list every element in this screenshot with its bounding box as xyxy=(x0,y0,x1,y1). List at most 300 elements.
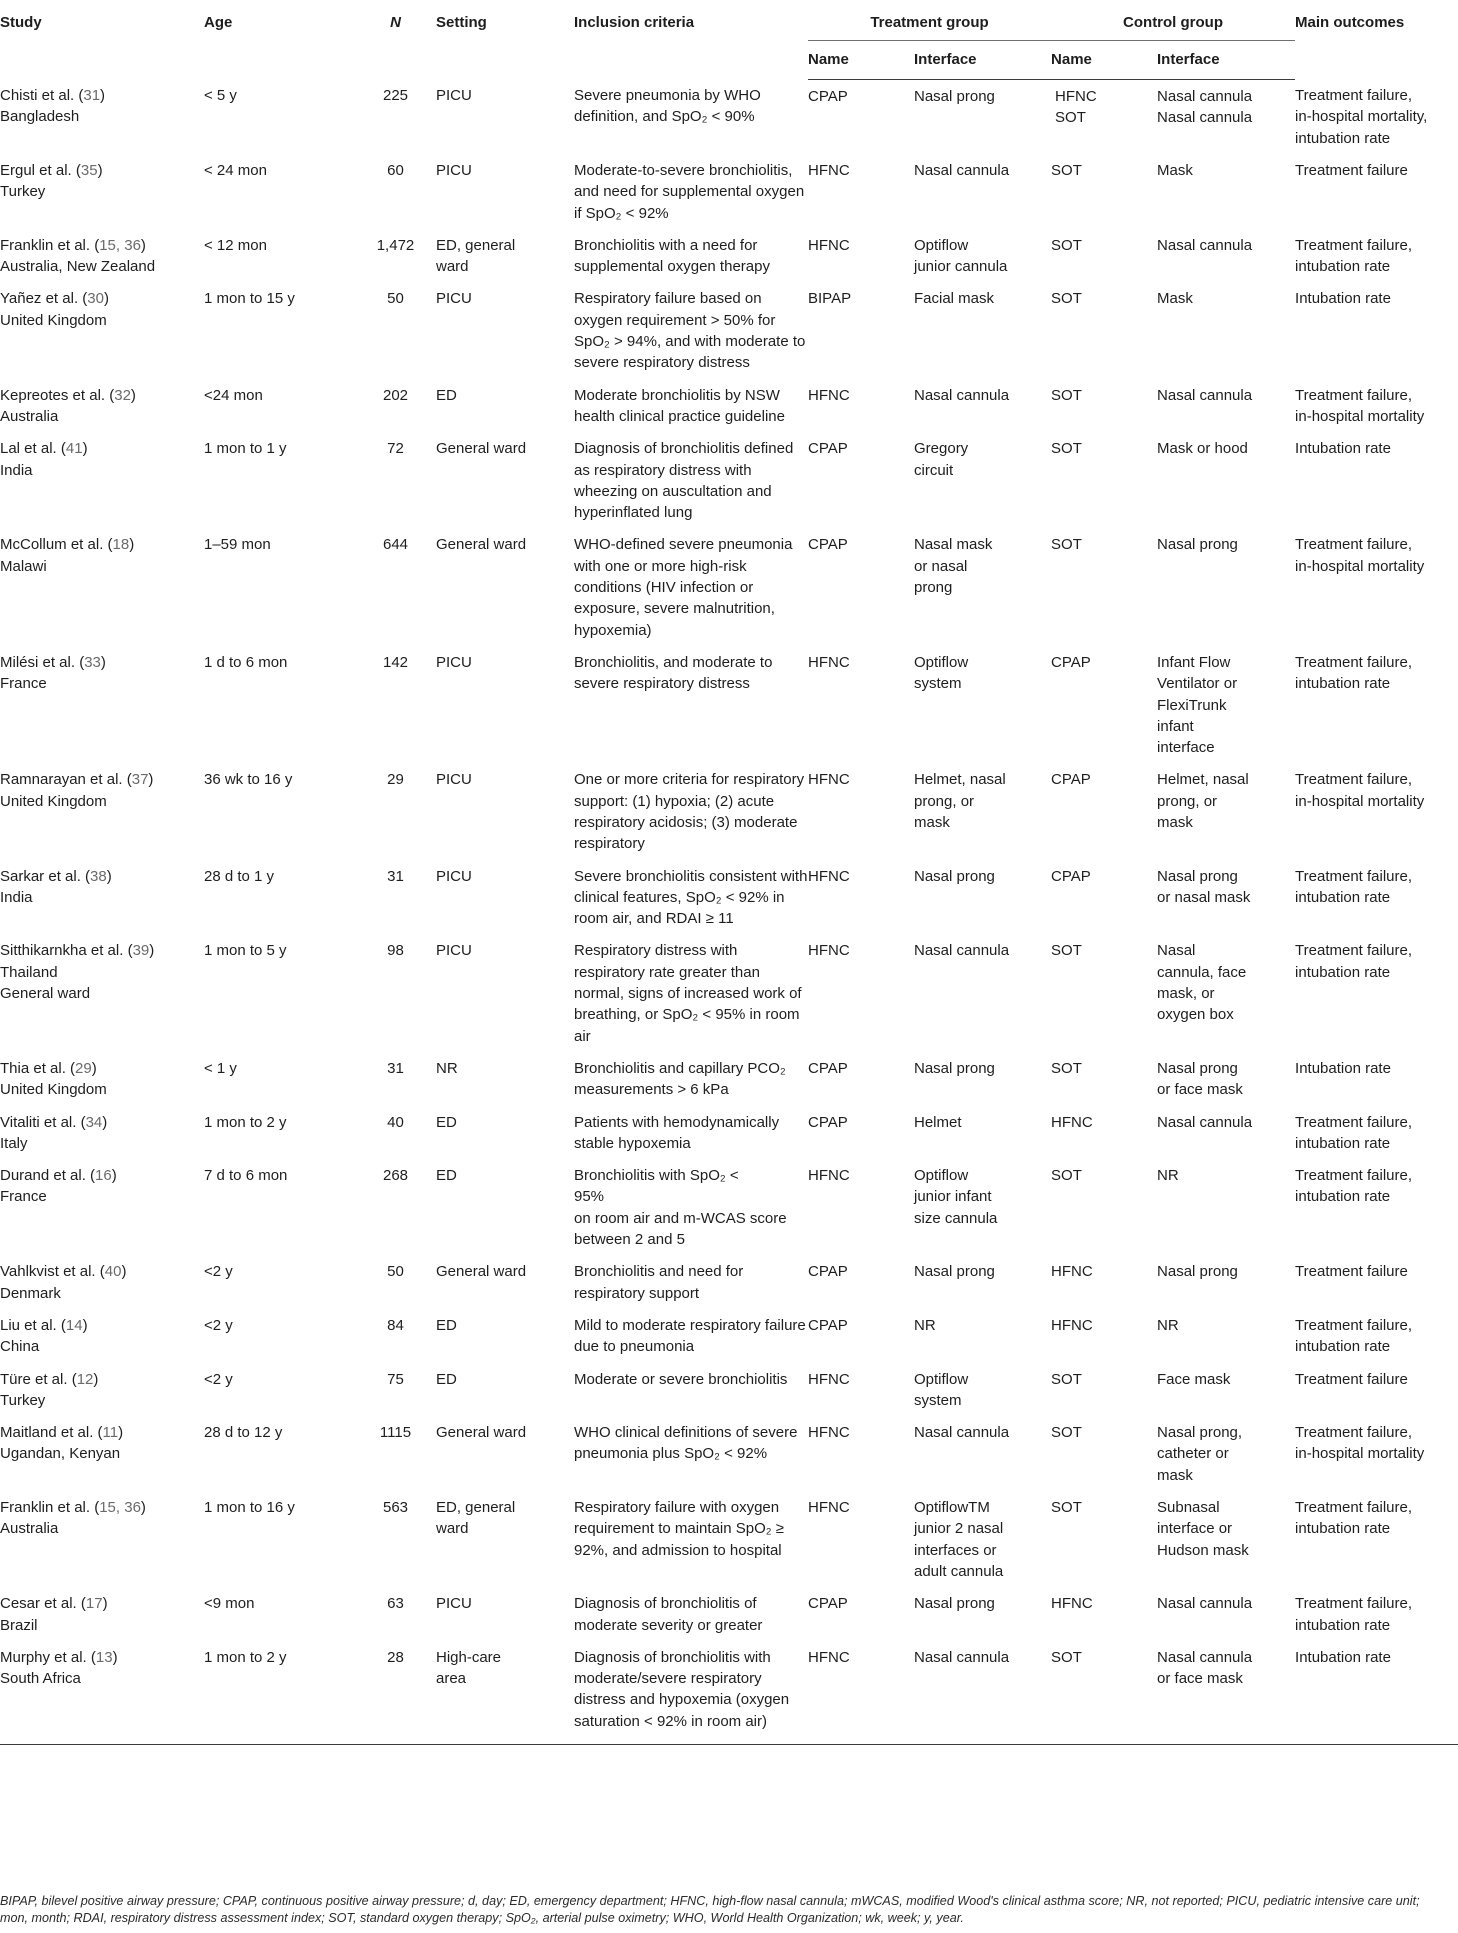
cell-control-interface: Nasal cannula xyxy=(1157,236,1253,254)
cell-main-outcomes: Treatment failure, in-hospital mortality xyxy=(1295,1424,1425,1463)
study-reference: 18 xyxy=(112,536,130,554)
cell-setting: General ward xyxy=(436,440,527,458)
table-row xyxy=(0,79,1458,154)
cell-inclusion-criteria: Moderate bronchiolitis by NSW health clinical practice guideline xyxy=(574,386,785,425)
cell-setting: High-care area xyxy=(436,1641,574,1745)
table-row xyxy=(0,1641,1458,1745)
cell-age: < 12 mon xyxy=(204,236,267,254)
table-footnote: BIPAP, bilevel positive airway pressure; CPAP, continuous positive airway pressure; d, day; ED, emergency department; HFNC, high-flow nasal cannula; mWCAS, modified Wood's clinical asthma score; NR, not reported; PICU, pediatric intensive care unit; mon, month; RDAI, respiratory distress assessment index; SOT, standard oxygen therapy; SpO₂, arterial pulse oximetry; WHO, World Health Organization; wk, week; y, year. xyxy=(0,1894,1420,1925)
cell-age: 1–59 mon xyxy=(204,536,271,554)
cell-n: 31 xyxy=(387,1059,404,1077)
cell-study xyxy=(0,79,204,154)
cell-control-name: HFNC xyxy=(1051,1595,1093,1613)
study-reference: 39 xyxy=(132,942,150,960)
cell-control-name: SOT xyxy=(1051,1499,1082,1517)
cell-age: 1 mon to 2 y xyxy=(204,1641,355,1745)
cell-setting: ED xyxy=(436,1316,457,1334)
cell-control-name: SOT xyxy=(1051,161,1082,179)
cell-control-interface: NR xyxy=(1157,1167,1179,1185)
study-author: Milési et al. ( xyxy=(0,653,85,671)
col-header-control-name: Name xyxy=(1051,41,1157,79)
study-author: Durand et al. ( xyxy=(0,1167,96,1185)
study-author-close: ) xyxy=(82,1316,88,1334)
cell-treatment-interface: Nasal prong xyxy=(914,1595,995,1613)
cell-study xyxy=(0,1363,204,1417)
cell-setting: PICU xyxy=(436,867,472,885)
cell-control-name: HFNC SOT xyxy=(1055,87,1097,126)
table-row xyxy=(0,1106,1458,1160)
cell-control-interface: Nasal prong or nasal mask xyxy=(1157,867,1251,906)
study-country: Australia, New Zealand xyxy=(0,258,156,276)
table-row xyxy=(0,379,1458,433)
col-header-treatment-name: Name xyxy=(808,41,914,79)
study-author: Chisti et al. ( xyxy=(0,87,84,105)
study-reference: 14 xyxy=(65,1316,83,1334)
cell-n: 40 xyxy=(387,1113,404,1131)
study-author-close: ) xyxy=(140,236,146,254)
cell-treatment-name: BIPAP xyxy=(808,290,852,308)
col-header-outcomes: Main outcomes xyxy=(1295,14,1405,31)
cell-control-interface: Nasal prong xyxy=(1157,1263,1238,1281)
cell-treatment-name: CPAP xyxy=(808,1059,848,1077)
cell-control-interface: Nasal cannula Nasal cannula xyxy=(1157,87,1253,126)
cell-main-outcomes: Treatment failure, intubation rate xyxy=(1295,867,1413,906)
study-author-close: ) xyxy=(121,1263,127,1281)
cell-main-outcomes: Treatment failure, intubation rate xyxy=(1295,1595,1413,1634)
cell-n: 98 xyxy=(387,942,404,960)
study-reference: 38 xyxy=(90,867,107,885)
cell-control-interface: Nasal prong, catheter or mask xyxy=(1157,1424,1243,1484)
study-country: France xyxy=(0,675,47,693)
table-row xyxy=(0,1416,1458,1491)
cell-inclusion-criteria: Moderate-to-severe bronchiolitis, and need for supplemental oxygen if SpO₂ < 92% xyxy=(574,161,805,222)
col-header-treatment-group: Treatment group xyxy=(808,4,1051,41)
cell-n: 50 xyxy=(387,1263,404,1281)
study-country: Ugandan, Kenyan xyxy=(0,1445,121,1463)
cell-inclusion-criteria: Patients with hemodynamically stable hypoxemia xyxy=(574,1113,780,1152)
study-reference: 15, 36 xyxy=(99,236,141,254)
cell-study xyxy=(0,1587,204,1641)
cell-n: 75 xyxy=(387,1370,404,1388)
table-row xyxy=(0,646,1458,763)
cell-study xyxy=(0,379,204,433)
col-header-control-interface: Interface xyxy=(1157,41,1295,79)
cell-control-name: SOT xyxy=(1051,290,1082,308)
cell-control-interface: Mask xyxy=(1157,161,1193,179)
cell-inclusion-criteria: WHO clinical definitions of severe pneumonia plus SpO₂ < 92% xyxy=(574,1424,798,1463)
study-reference: 35 xyxy=(80,161,98,179)
cell-age: < 24 mon xyxy=(204,161,267,179)
cell-treatment-name: CPAP xyxy=(808,440,848,458)
cell-treatment-interface: Optiflow junior cannula xyxy=(914,236,1008,276)
study-author: Vahlkvist et al. ( xyxy=(0,1263,105,1281)
cell-age: <2 y xyxy=(204,1263,233,1281)
cell-main-outcomes: Treatment failure, intubation rate xyxy=(1295,653,1413,693)
cell-n: 50 xyxy=(387,290,404,308)
cell-n: 563 xyxy=(382,1499,409,1517)
cell-main-outcomes: Treatment failure, in-hospital mortality xyxy=(1295,771,1425,810)
cell-treatment-interface: Helmet, nasal prong, or mask xyxy=(914,771,1006,831)
table-row xyxy=(0,1309,1458,1363)
col-header-control-group: Control group xyxy=(1051,4,1295,41)
cell-setting: PICU xyxy=(436,87,472,105)
table-header xyxy=(0,4,1458,79)
study-author: Murphy et al. ( xyxy=(0,1648,96,1666)
table-row xyxy=(0,154,1458,229)
study-country: Malawi xyxy=(0,557,47,575)
study-author-close: ) xyxy=(140,1499,146,1517)
study-author-close: ) xyxy=(91,1059,97,1077)
cell-control-name: SOT xyxy=(1051,386,1082,404)
cell-control-name: SOT xyxy=(1051,440,1082,458)
cell-setting: PICU xyxy=(436,771,472,789)
study-author-close: ) xyxy=(82,440,88,458)
cell-n: 84 xyxy=(387,1316,404,1334)
cell-treatment-interface: Nasal cannula xyxy=(914,1424,1010,1442)
cell-control-interface: Helmet, nasal prong, or mask xyxy=(1157,771,1249,831)
cell-age: <9 mon xyxy=(204,1595,255,1613)
cell-control-name: HFNC xyxy=(1051,1316,1093,1334)
study-author: Lal et al. ( xyxy=(0,440,66,458)
cell-setting: ED, general ward xyxy=(436,1499,516,1538)
cell-setting: PICU xyxy=(436,1595,472,1613)
cell-setting: General ward xyxy=(436,536,527,554)
cell-control-name: SOT xyxy=(1051,1167,1082,1185)
study-author-close: ) xyxy=(102,1113,108,1131)
study-country: Turkey xyxy=(0,183,46,201)
cell-treatment-name: HFNC xyxy=(808,1167,850,1185)
cell-main-outcomes: Intubation rate xyxy=(1295,1641,1458,1745)
col-header-age: Age xyxy=(204,14,233,31)
study-author-close: ) xyxy=(103,290,109,308)
cell-inclusion-criteria: Bronchiolitis and capillary PCO₂ measurements > 6 kPa xyxy=(574,1059,786,1099)
study-author-close: ) xyxy=(97,161,103,179)
cell-n: 60 xyxy=(387,161,404,179)
study-country: Bangladesh xyxy=(0,108,80,126)
cell-treatment-interface: Nasal cannula xyxy=(914,161,1010,179)
table-row xyxy=(0,1052,1458,1106)
study-author: Türe et al. ( xyxy=(0,1370,77,1388)
cell-setting: General ward xyxy=(436,1424,527,1442)
study-author: Vitaliti et al. ( xyxy=(0,1113,86,1131)
study-reference: 31 xyxy=(83,87,101,105)
cell-treatment-name: HFNC xyxy=(808,1370,850,1388)
cell-main-outcomes: Treatment failure xyxy=(1295,1263,1408,1281)
cell-treatment-interface: Nasal prong xyxy=(914,1059,995,1077)
study-reference: 33 xyxy=(84,653,101,671)
cell-treatment-interface: Nasal cannula xyxy=(914,386,1010,404)
study-country: United Kingdom xyxy=(0,311,107,329)
cell-control-interface: Subnasal interface or Hudson mask xyxy=(1157,1499,1249,1559)
cell-treatment-interface: Optiflow system xyxy=(914,653,969,693)
col-header-treatment-interface: Interface xyxy=(914,41,1051,79)
cell-setting: ED xyxy=(436,1370,457,1388)
cell-n: 1115 xyxy=(379,1424,412,1442)
cell-treatment-name: CPAP xyxy=(808,1113,848,1131)
cell-inclusion-criteria: Respiratory failure with oxygen requirement to maintain SpO₂ ≥ 92%, and admission to hospital xyxy=(574,1499,784,1559)
cell-main-outcomes: Intubation rate xyxy=(1295,440,1391,458)
col-header-inclusion: Inclusion criteria xyxy=(574,14,695,31)
cell-age: <24 mon xyxy=(204,386,263,404)
cell-inclusion-criteria: Diagnosis of bronchiolitis with moderate/severe respiratory distress and hypoxemia (oxygen saturation < 92% in room air) xyxy=(574,1641,808,1745)
cell-n: 72 xyxy=(387,440,404,458)
cell-main-outcomes: Treatment failure, intubation rate xyxy=(1295,1167,1413,1206)
cell-age: 1 mon to 5 y xyxy=(204,942,287,960)
cell-inclusion-criteria: Respiratory distress with respiratory rate greater than normal, signs of increased work of breathing, or SpO₂ < 95% in room air xyxy=(574,942,802,1045)
cell-age: 36 wk to 16 y xyxy=(204,771,293,789)
table-row xyxy=(0,432,1458,528)
cell-control-name: HFNC xyxy=(1051,1113,1093,1131)
study-country: United Kingdom xyxy=(0,1081,107,1099)
cell-study xyxy=(0,154,204,229)
cell-age: 1 mon to 16 y xyxy=(204,1499,295,1517)
table-row xyxy=(0,1159,1458,1255)
cell-control-interface: Mask xyxy=(1157,290,1193,308)
cell-control-interface: Mask or hood xyxy=(1157,440,1248,458)
cell-n: 31 xyxy=(387,867,404,885)
study-author: Ramnarayan et al. ( xyxy=(0,771,132,789)
cell-treatment-interface: Nasal mask or nasal prong xyxy=(914,536,993,597)
cell-control-interface: Nasal prong xyxy=(1157,536,1238,554)
cell-age: <2 y xyxy=(204,1370,233,1388)
cell-control-name: SOT xyxy=(1051,236,1082,254)
table-row xyxy=(0,282,1458,378)
cell-control-interface: Nasal cannula, face mask, or oxygen box xyxy=(1157,942,1247,1024)
cell-treatment-interface: Gregory circuit xyxy=(914,440,969,479)
cell-control-interface: Nasal cannula xyxy=(1157,1113,1253,1131)
cell-n: 225 xyxy=(382,87,409,105)
cell-treatment-name: HFNC xyxy=(808,161,850,179)
study-author-close: ) xyxy=(111,1167,117,1185)
study-country: Australia xyxy=(0,1520,59,1538)
study-reference: 29 xyxy=(75,1059,92,1077)
cell-setting: ED xyxy=(436,386,457,404)
cell-inclusion-criteria: Bronchiolitis, and moderate to severe respiratory distress xyxy=(574,653,773,693)
cell-inclusion-criteria: Respiratory failure based on oxygen requirement > 50% for SpO₂ > 94%, and with moderate to severe respiratory distress xyxy=(574,290,806,372)
study-author: Liu et al. ( xyxy=(0,1316,66,1334)
study-author-close: ) xyxy=(93,1370,99,1388)
cell-age: < 1 y xyxy=(204,1059,237,1077)
cell-treatment-interface: Optiflow system xyxy=(914,1370,969,1409)
cell-inclusion-criteria: One or more criteria for respiratory support: (1) hypoxia; (2) acute respiratory acidosis; (3) moderate respiratory xyxy=(574,771,805,853)
cell-age: 1 mon to 1 y xyxy=(204,440,287,458)
study-reference: 17 xyxy=(85,1595,103,1613)
cell-study xyxy=(0,646,204,763)
cell-treatment-interface: Facial mask xyxy=(914,290,995,308)
cell-setting: ED, general ward xyxy=(436,236,516,276)
study-country: United Kingdom xyxy=(0,792,107,810)
cell-main-outcomes: Treatment failure xyxy=(1295,161,1408,179)
cell-control-interface: NR xyxy=(1157,1316,1179,1334)
study-characteristics-table xyxy=(0,4,1458,1745)
cell-inclusion-criteria: Diagnosis of bronchiolitis defined as respiratory distress with wheezing on auscultation and hyperinflated lung xyxy=(574,440,794,522)
study-author: Franklin et al. ( xyxy=(0,236,100,254)
cell-treatment-name: HFNC xyxy=(808,942,850,960)
study-author: Franklin et al. ( xyxy=(0,1499,100,1517)
cell-main-outcomes: Treatment failure, intubation rate xyxy=(1295,1316,1413,1356)
study-author: Thia et al. ( xyxy=(0,1059,76,1077)
cell-treatment-name: HFNC xyxy=(808,867,850,885)
study-author: Ergul et al. ( xyxy=(0,161,81,179)
cell-study xyxy=(0,763,204,859)
cell-study xyxy=(0,528,204,645)
study-reference: 41 xyxy=(65,440,83,458)
cell-n: 63 xyxy=(387,1595,404,1613)
study-author-close: ) xyxy=(149,942,155,960)
cell-treatment-interface: Nasal cannula xyxy=(914,1641,1051,1745)
cell-inclusion-criteria: WHO-defined severe pneumonia with one or more high-risk conditions (HIV infection or exposure, severe malnutrition, hypoxemia) xyxy=(574,536,793,639)
study-author: Yañez et al. ( xyxy=(0,290,88,308)
study-reference: 15, 36 xyxy=(99,1499,141,1517)
cell-n: 28 xyxy=(355,1641,436,1745)
cell-inclusion-criteria: Bronchiolitis and need for respiratory support xyxy=(574,1263,744,1302)
cell-main-outcomes: Treatment failure, in-hospital mortality, intubation rate xyxy=(1295,87,1428,147)
study-author-close: ) xyxy=(102,1595,108,1613)
cell-age: 1 d to 6 mon xyxy=(204,653,288,671)
study-reference: 30 xyxy=(87,290,104,308)
cell-treatment-name: HFNC xyxy=(808,1641,914,1745)
cell-study xyxy=(0,1309,204,1363)
cell-treatment-name: HFNC xyxy=(808,386,850,404)
study-author: Kepreotes et al. ( xyxy=(0,386,115,404)
cell-main-outcomes: Treatment failure, in-hospital mortality xyxy=(1295,536,1425,575)
study-reference: 12 xyxy=(76,1370,94,1388)
cell-treatment-name: CPAP xyxy=(808,1263,848,1281)
cell-age: < 5 y xyxy=(204,87,237,105)
cell-inclusion-criteria: Severe bronchiolitis consistent with clinical features, SpO₂ < 92% in room air, and RDAI ≥ 11 xyxy=(574,867,808,928)
cell-treatment-name: HFNC xyxy=(808,236,850,254)
cell-study xyxy=(0,229,204,283)
cell-study xyxy=(0,1416,204,1491)
cell-control-interface: Nasal cannula xyxy=(1157,386,1253,404)
cell-n: 29 xyxy=(387,771,404,789)
cell-main-outcomes: Treatment failure xyxy=(1295,1370,1408,1388)
study-reference: 40 xyxy=(104,1263,122,1281)
study-reference: 13 xyxy=(95,1648,113,1666)
cell-control-name: CPAP xyxy=(1051,867,1091,885)
cell-inclusion-criteria: Bronchiolitis with SpO₂ < 95% on room air and m-WCAS score between 2 and 5 xyxy=(574,1167,787,1249)
cell-setting: PICU xyxy=(436,290,472,308)
cell-setting: ED xyxy=(436,1113,457,1131)
cell-control-name: CPAP xyxy=(1051,771,1091,789)
table-row xyxy=(0,1363,1458,1417)
cell-study xyxy=(0,1106,204,1160)
study-author: Cesar et al. ( xyxy=(0,1595,86,1613)
cell-age: 28 d to 1 y xyxy=(204,867,275,885)
study-country: Thailand General ward xyxy=(0,963,91,1003)
study-country: Brazil xyxy=(0,1616,38,1634)
cell-treatment-name: HFNC xyxy=(808,1499,850,1517)
study-country: Turkey xyxy=(0,1391,46,1409)
cell-inclusion-criteria: Moderate or severe bronchiolitis xyxy=(574,1370,788,1388)
cell-main-outcomes: Treatment failure, intubation rate xyxy=(1295,236,1413,276)
cell-setting: PICU xyxy=(436,942,472,960)
cell-main-outcomes: Treatment failure, intubation rate xyxy=(1295,942,1413,981)
cell-inclusion-criteria: Mild to moderate respiratory failure due to pneumonia xyxy=(574,1316,806,1356)
study-author: Sarkar et al. ( xyxy=(0,867,91,885)
study-author-close: ) xyxy=(118,1424,124,1442)
cell-study xyxy=(0,282,204,378)
cell-control-interface: Nasal cannula xyxy=(1157,1595,1253,1613)
cell-control-name: SOT xyxy=(1051,536,1082,554)
cell-setting: ED xyxy=(436,1167,457,1185)
cell-study xyxy=(0,1159,204,1255)
cell-age: 28 d to 12 y xyxy=(204,1424,283,1442)
cell-setting: General ward xyxy=(436,1263,527,1281)
cell-treatment-interface: Helmet xyxy=(914,1113,962,1131)
cell-n: 142 xyxy=(382,653,409,671)
study-author-close: ) xyxy=(130,386,136,404)
study-country: Australia xyxy=(0,407,59,425)
study-reference: 11 xyxy=(102,1424,119,1442)
cell-setting: PICU xyxy=(436,653,472,671)
study-author: McCollum et al. ( xyxy=(0,536,113,554)
table-row xyxy=(0,1255,1458,1309)
study-author-close: ) xyxy=(129,536,135,554)
cell-control-interface: Infant Flow Ventilator or FlexiTrunk infant interface xyxy=(1157,653,1238,757)
cell-treatment-name: CPAP xyxy=(808,1595,848,1613)
study-reference: 32 xyxy=(114,386,131,404)
study-country: Denmark xyxy=(0,1284,61,1302)
study-country: India xyxy=(0,888,33,906)
cell-control-name: SOT xyxy=(1051,1424,1082,1442)
col-header-n: N xyxy=(390,14,401,31)
study-country: Italy xyxy=(0,1134,28,1152)
cell-control-interface: Nasal prong or face mask xyxy=(1157,1059,1243,1099)
cell-study xyxy=(0,1641,204,1745)
col-header-study: Study xyxy=(0,14,42,31)
cell-control-interface: Nasal cannula or face mask xyxy=(1157,1641,1295,1745)
study-author-close: ) xyxy=(148,771,154,789)
table-row xyxy=(0,229,1458,283)
cell-treatment-name: HFNC xyxy=(808,653,850,671)
cell-age: 7 d to 6 mon xyxy=(204,1167,288,1185)
study-reference: 37 xyxy=(131,771,149,789)
table-row xyxy=(0,860,1458,935)
study-reference: 16 xyxy=(95,1167,112,1185)
cell-setting: PICU xyxy=(436,161,472,179)
col-header-setting: Setting xyxy=(436,14,487,31)
study-country: France xyxy=(0,1188,47,1206)
cell-study xyxy=(0,1052,204,1106)
cell-main-outcomes: Treatment failure, in-hospital mortality xyxy=(1295,386,1425,425)
cell-study xyxy=(0,432,204,528)
study-country: India xyxy=(0,461,33,479)
table-row xyxy=(0,528,1458,645)
table-row xyxy=(0,1587,1458,1641)
cell-study xyxy=(0,1491,204,1587)
cell-treatment-interface: OptiflowTM junior 2 nasal interfaces or adult cannula xyxy=(914,1499,1004,1580)
cell-treatment-name: CPAP xyxy=(808,1316,848,1334)
cell-main-outcomes: Intubation rate xyxy=(1295,290,1391,308)
study-country: China xyxy=(0,1338,40,1356)
cell-main-outcomes: Treatment failure, intubation rate xyxy=(1295,1499,1413,1538)
study-author-close: ) xyxy=(112,1648,118,1666)
cell-control-name: SOT xyxy=(1051,1370,1082,1388)
study-author: Maitland et al. ( xyxy=(0,1424,103,1442)
study-author: Sitthikarnkha et al. ( xyxy=(0,942,133,960)
cell-treatment-interface: Nasal prong xyxy=(914,867,995,885)
study-author-close: ) xyxy=(100,653,106,671)
study-author-close: ) xyxy=(100,87,106,105)
study-country: South Africa xyxy=(0,1670,81,1688)
study-author-close: ) xyxy=(106,867,112,885)
cell-inclusion-criteria: Diagnosis of bronchiolitis of moderate severity or greater xyxy=(574,1595,763,1634)
table-body xyxy=(0,79,1458,1744)
cell-treatment-name: CPAP xyxy=(808,536,848,554)
cell-inclusion-criteria: Bronchiolitis with a need for supplemental oxygen therapy xyxy=(574,236,770,276)
study-reference: 34 xyxy=(85,1113,103,1131)
